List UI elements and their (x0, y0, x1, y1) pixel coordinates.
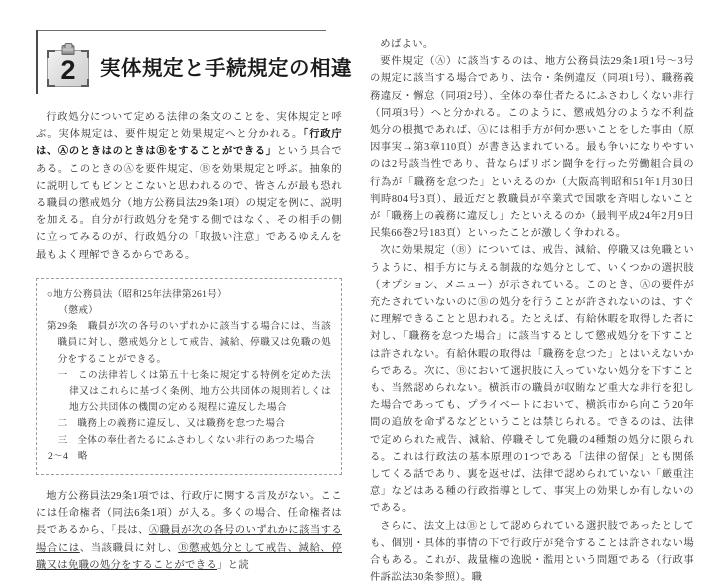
paragraph-appointer-part5: 」と読 (217, 559, 249, 571)
clipboard-icon (47, 45, 89, 87)
law-article (47, 319, 331, 368)
paragraph-intro-part1: 行政処分について定める法律の条文のことを、実体規定と呼ぶ。実体規定は、要件規定と効果規定へと分かれる。 (36, 112, 342, 141)
law-item-2-text: 二 職務上の義務に違反し、又は職務を怠つた場合 (57, 418, 286, 430)
heading-top-rule (36, 30, 326, 31)
law-tail: 2〜4 略 (47, 450, 88, 462)
paragraph-effect-rule: 次に効果規定（Ⓑ）については、戒告、減給、停職又は免職というように、相手方に与える制裁的な処分として、いくつかの選択肢（オプション、メニュー）が示されている。このとき、Ⓐの要件が充たされていないのにⒷの処分を行うことが許されないのは、すぐに理解できることと思われる。たとえば、有給休暇を取得した者に対し、「職務を怠つた場合」に該当するとして懲戒処分を下すことは許されない。有給休暇の取得は「職務を怠つた」とはいえないからである。次に、Ⓑにおいて選択肢に入っていない処分を下すことも、当然認められない。横浜市の職員が収賄など重大な非行を犯した場合であっても、プライベートにおいて、横浜市から向こう20年間の追放を命ずるなどということは禁じられる。できるのは、法律で定められた戒告、減給、停職そして免職の4種類の処分に限られる。これは行政法の基本原理の1つである「法律の留保」とも関係してくる話であり、裏を返せば、法律で認められていない「厳重注意」などはある種の行政指導として、事実上の効果しか有しないのである。 (370, 245, 694, 515)
paragraph-appointer-underline-a: Ⓐ職員が次の各号のいずれかに該当する場合には (36, 525, 342, 554)
paragraph-requirement-rule: 要件規定（Ⓐ）に該当するのは、地方公務員法29条1項1号〜3号の規定に該当する場合であり、法令・条例違反（同項1号）、職務義務違反・懈怠（同項2号）、全体の奉仕者たるにふさわしくない非行（同項3号）へと分かれる。このように、懲戒処分のような不利益処分の根拠であれば、Ⓐには相手方が何か悪いことをした事由（原因事実→第3章110頁）が書き込まれている。最も争いになりやすいのは2号該当性であり、昔ならばリボン闘争を行った労働組合員の行為が「職務を怠つた」といえるのか（大阪高判昭和51年1月30日判時804号3頁）、最近だと教職員が卒業式で国歌を斉唱しないことが「職務上の義務に違反し」たといえるのか（最判平成24年2月9日民集66巻2号183頁）といったことが激しく争われる。 (370, 56, 694, 240)
paragraph-appointer-part1: 地方公務員法29条1項では、行政庁に関する言及がない。ここには任命権者（同法6条1項）が入る。多くの場合、任命権者は長であるから、「長は、 (36, 491, 342, 537)
section-heading (36, 30, 352, 87)
law-quotation-box (36, 278, 342, 475)
paragraph-intro-bold: 「行政庁は、ⒶのときはのときはⒷをすることができる」 (36, 129, 343, 158)
left-column (0, 0, 360, 571)
paragraph-appointer-part3: 、当該職員に対し、 (79, 542, 179, 554)
heading-left-rule (36, 30, 38, 94)
paragraph-intro (36, 109, 342, 264)
paragraph-appointer-underline-b: Ⓑ懲戒処分として戒告、減給、停職又は免職の処分をすることができる (36, 542, 343, 571)
law-item-3-text: 三 全体の奉仕者たるにふさわしくない非行のあつた場合 (57, 434, 315, 446)
heading-row (47, 36, 352, 87)
right-column (360, 0, 720, 584)
law-article-text: 第29条 職員が次の各号のいずれかに該当する場合には、当該職員に対し、懲戒処分として戒告、減給、停職又は免職の処分をすることができる。 (47, 321, 331, 365)
law-subtitle: （懲戒） (58, 305, 99, 317)
section-number: 2 (60, 54, 76, 85)
paragraph-continuation: めばよい。 (380, 39, 434, 50)
paragraph-intro-part3: という具合である。このときのⒶを要件規定、Ⓑを効果規定と呼ぶ。抽象的に説明してもピンとこないと思われるので、皆さんが最も恐れる職員の懲戒処分（地方公務員法29条1項）の規定を例に、説明を加える。自分が行政処分を発する側ではなく、その相手の側に立ってみるのが、行政処分の「取扱い注意」であるゆえんを最もよく理解できるからである。 (36, 146, 342, 261)
law-title: ○地方公務員法（昭和25年法律第261号） (47, 288, 227, 300)
law-item-1 (47, 368, 331, 417)
paragraph-appointer (36, 488, 342, 574)
law-item-1-text: 一 この法律若しくは第五十七条に規定する特例を定めた法律又はこれらに基づく条例、地方公共団体の規則若しくは地方公共団体の機関の定める規程に違反した場合 (57, 369, 331, 414)
paragraph-discretion-abuse: さらに、法文上はⒷとして認められている選択肢であったとしても、個別・具体的事情の下で行政庁が発令することは許されない場合もある。これが、裁量権の逸脱・濫用という問題である（行政事件訴訟法30条参照）。職 (370, 520, 694, 584)
law-item-2 (47, 416, 331, 432)
section-title: 実体規定と手続規定の相違 (100, 56, 352, 80)
law-item-3 (47, 433, 331, 449)
